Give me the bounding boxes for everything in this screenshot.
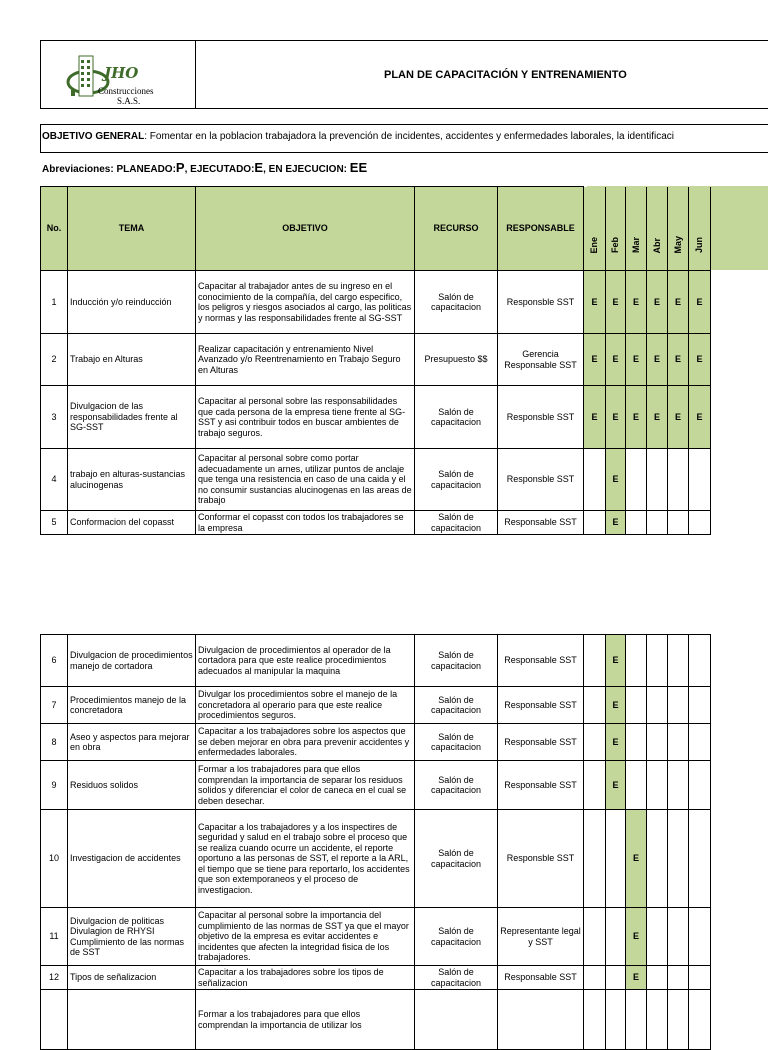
schedule-cell bbox=[689, 990, 711, 1050]
schedule-cell bbox=[584, 511, 606, 535]
row-tema: Divulgacion de politicas Divulagion de RHYSI Cumplimiento de las normas de SST bbox=[68, 908, 196, 966]
row-tema: Inducción y/o reinducción bbox=[68, 271, 196, 334]
schedule-cell: E bbox=[689, 386, 711, 449]
schedule-cell: E bbox=[606, 386, 626, 449]
row-responsable: Gerencia Responsable SST bbox=[498, 334, 584, 386]
row-number: 3 bbox=[41, 386, 68, 449]
table-row bbox=[41, 761, 711, 810]
schedule-cell bbox=[626, 990, 647, 1050]
schedule-cell bbox=[606, 810, 626, 908]
table-row bbox=[41, 966, 711, 990]
abbrev-e: E bbox=[254, 160, 264, 175]
row-recurso bbox=[415, 990, 498, 1050]
row-responsable: Responsable SST bbox=[498, 511, 584, 535]
row-number bbox=[41, 990, 68, 1050]
row-tema: Conformacion del copasst bbox=[68, 511, 196, 535]
row-tema: Divulgacion de procedimientos manejo de cortadora bbox=[68, 635, 196, 687]
month-label: Ene bbox=[589, 236, 600, 254]
schedule-cell bbox=[689, 635, 711, 687]
month-jun-header bbox=[689, 187, 711, 271]
schedule-cell: E bbox=[584, 386, 606, 449]
row-number: 5 bbox=[41, 511, 68, 535]
row-responsable: Responsable SST bbox=[498, 687, 584, 724]
schedule-cell bbox=[626, 687, 647, 724]
row-objetivo: Capacitar al trabajador antes de su ingreso en el conocimiento de la compañía, del cargo especifico, los peligros y riesgos asociados al cargo, las politicas y normas y las responsabilidades frente al SG-SST bbox=[196, 271, 415, 334]
row-recurso: Salón de capacitacion bbox=[415, 449, 498, 511]
row-responsable: Responsable SST bbox=[498, 724, 584, 761]
schedule-cell bbox=[626, 511, 647, 535]
table-row bbox=[41, 810, 711, 908]
row-tema: Investigacion de accidentes bbox=[68, 810, 196, 908]
row-number: 11 bbox=[41, 908, 68, 966]
schedule-cell bbox=[647, 635, 668, 687]
schedule-cell: E bbox=[606, 449, 626, 511]
schedule-cell: E bbox=[606, 635, 626, 687]
abbreviations-line bbox=[42, 160, 367, 175]
row-number: 7 bbox=[41, 687, 68, 724]
table-row bbox=[41, 635, 711, 687]
schedule-cell bbox=[689, 449, 711, 511]
row-responsable bbox=[498, 990, 584, 1050]
logo-text-jho: JHO bbox=[104, 64, 139, 82]
schedule-cell: E bbox=[606, 334, 626, 386]
schedule-cell bbox=[647, 810, 668, 908]
schedule-cell bbox=[647, 724, 668, 761]
objective-body: : Fomentar en la poblacion trabajadora la prevención de incidentes, accidentes y enfermedades laborales, la identificaci bbox=[144, 131, 675, 142]
row-objetivo: Formar a los trabajadores para que ellos comprendan la importancia de separar los residuos solidos y diferenciar el color de caneca en el cual se deben desechar. bbox=[196, 761, 415, 810]
objective-label: OBJETIVO GENERAL bbox=[42, 131, 145, 142]
table-row bbox=[41, 386, 711, 449]
schedule-cell: E bbox=[606, 511, 626, 535]
row-recurso: Salón de capacitacion bbox=[415, 908, 498, 966]
row-recurso: Salón de capacitacion bbox=[415, 271, 498, 334]
row-objetivo: Formar a los trabajadores para que ellos comprendan la importancia de utilizar los bbox=[196, 990, 415, 1050]
row-number: 8 bbox=[41, 724, 68, 761]
row-tema: Trabajo en Alturas bbox=[68, 334, 196, 386]
schedule-cell: E bbox=[668, 386, 689, 449]
schedule-cell bbox=[689, 908, 711, 966]
row-recurso: Salón de capacitacion bbox=[415, 511, 498, 535]
row-number: 1 bbox=[41, 271, 68, 334]
schedule-cell bbox=[668, 724, 689, 761]
schedule-cell: E bbox=[584, 334, 606, 386]
schedule-cell bbox=[584, 449, 606, 511]
schedule-cell bbox=[647, 449, 668, 511]
schedule-cell: E bbox=[668, 334, 689, 386]
row-number: 4 bbox=[41, 449, 68, 511]
row-recurso: Salón de capacitacion bbox=[415, 635, 498, 687]
col-recurso-header: RECURSO bbox=[415, 187, 498, 271]
schedule-cell: E bbox=[689, 271, 711, 334]
schedule-cell bbox=[668, 687, 689, 724]
row-tema: Aseo y aspectos para mejorar en obra bbox=[68, 724, 196, 761]
schedule-cell: E bbox=[668, 271, 689, 334]
row-objetivo: Divulgacion de procedimientos al operador de la cortadora para que este realice procedimientos adecuados al manipular la maquina bbox=[196, 635, 415, 687]
month-mar-header bbox=[626, 187, 647, 271]
schedule-cell bbox=[584, 724, 606, 761]
row-number: 6 bbox=[41, 635, 68, 687]
row-responsable: Responsble SST bbox=[498, 449, 584, 511]
table-row bbox=[41, 990, 711, 1050]
schedule-cell bbox=[626, 724, 647, 761]
schedule-cell: E bbox=[606, 271, 626, 334]
schedule-cell bbox=[668, 966, 689, 990]
row-objetivo: Capacitar al personal sobre las responsabilidades que cada persona de la empresa tiene frente al SG-SST y asi contribuir todos en buscar ambientes de trabajo seguros. bbox=[196, 386, 415, 449]
table-row bbox=[41, 687, 711, 724]
schedule-cell: E bbox=[689, 334, 711, 386]
col-responsable-header: RESPONSABLE bbox=[498, 187, 584, 271]
row-tema: Tipos de señalizacion bbox=[68, 966, 196, 990]
schedule-cell: E bbox=[626, 810, 647, 908]
schedule-cell bbox=[606, 966, 626, 990]
schedule-cell: E bbox=[606, 761, 626, 810]
abbrev-mid2: , EN EJECUCION: bbox=[263, 164, 350, 175]
schedule-cell bbox=[647, 761, 668, 810]
abbrev-mid1: , EJECUTADO: bbox=[184, 164, 255, 175]
col-no-header: No. bbox=[41, 187, 68, 271]
row-responsable: Responsable SST bbox=[498, 966, 584, 990]
schedule-cell bbox=[647, 966, 668, 990]
schedule-cell bbox=[584, 687, 606, 724]
schedule-cell bbox=[668, 511, 689, 535]
table-row bbox=[41, 449, 711, 511]
row-recurso: Salón de capacitacion bbox=[415, 724, 498, 761]
schedule-cell bbox=[606, 908, 626, 966]
col-objetivo-header: OBJETIVO bbox=[196, 187, 415, 271]
month-label: Mar bbox=[630, 237, 641, 254]
row-objetivo: Realizar capacitación y entrenamiento Nivel Avanzado y/o Reentrenamiento en Trabajo Seguro en Alturas bbox=[196, 334, 415, 386]
month-feb-header bbox=[606, 187, 626, 271]
row-recurso: Salón de capacitacion bbox=[415, 810, 498, 908]
schedule-cell: E bbox=[606, 724, 626, 761]
table-row bbox=[41, 271, 711, 334]
schedule-cell bbox=[606, 990, 626, 1050]
schedule-cell: E bbox=[647, 386, 668, 449]
row-recurso: Salón de capacitacion bbox=[415, 761, 498, 810]
row-objetivo: Divulgar los procedimientos sobre el manejo de la concretadora al operario para que este realice procedimientos seguros. bbox=[196, 687, 415, 724]
row-responsable: Responsble SST bbox=[498, 271, 584, 334]
schedule-cell bbox=[647, 687, 668, 724]
row-recurso: Salón de capacitacion bbox=[415, 386, 498, 449]
schedule-cell: E bbox=[626, 908, 647, 966]
schedule-cell bbox=[647, 990, 668, 1050]
schedule-cell bbox=[668, 990, 689, 1050]
schedule-cell bbox=[584, 810, 606, 908]
schedule-cell bbox=[584, 761, 606, 810]
table-row bbox=[41, 908, 711, 966]
schedule-cell bbox=[584, 990, 606, 1050]
schedule-cell bbox=[668, 635, 689, 687]
schedule-cell bbox=[626, 761, 647, 810]
schedule-cell bbox=[668, 908, 689, 966]
row-tema bbox=[68, 990, 196, 1050]
row-responsable: Representante legal y SST bbox=[498, 908, 584, 966]
schedule-cell bbox=[647, 908, 668, 966]
schedule-cell bbox=[584, 966, 606, 990]
logo-text-construcciones: Construcciones bbox=[98, 86, 154, 96]
abbrev-lead: Abreviaciones: PLANEADO: bbox=[42, 164, 176, 175]
month-may-header bbox=[668, 187, 689, 271]
schedule-cell bbox=[689, 761, 711, 810]
schedule-cell bbox=[668, 449, 689, 511]
table-row bbox=[41, 511, 711, 535]
row-number: 10 bbox=[41, 810, 68, 908]
table-body-page2 bbox=[41, 635, 711, 1050]
row-recurso: Salón de capacitacion bbox=[415, 687, 498, 724]
schedule-cell: E bbox=[606, 687, 626, 724]
schedule-cell bbox=[647, 511, 668, 535]
schedule-cell bbox=[668, 810, 689, 908]
schedule-cell: E bbox=[626, 386, 647, 449]
month-abr-header bbox=[647, 187, 668, 271]
row-number: 2 bbox=[41, 334, 68, 386]
table-row bbox=[41, 334, 711, 386]
objective-text bbox=[42, 131, 768, 142]
col-tema-header: TEMA bbox=[68, 187, 196, 271]
row-responsable: Responsble SST bbox=[498, 810, 584, 908]
abbrev-ee: EE bbox=[349, 160, 368, 175]
row-recurso: Presupuesto $$ bbox=[415, 334, 498, 386]
schedule-cell bbox=[584, 908, 606, 966]
row-objetivo: Capacitar a los trabajadores y a los inspectires de seguridad y salud en el trabajo sobre el proceso que se realiza cuando ocurre un accidente, el reporte oportuno a las personas de SST, el reporte a la ARL, el tiempo que se tiene para reportarlo, los accidentes que son extemporaneos y el proceso de investigacion. bbox=[196, 810, 415, 908]
row-tema: Procedimientos manejo de la concretadora bbox=[68, 687, 196, 724]
schedule-cell: E bbox=[584, 271, 606, 334]
training-table-page2 bbox=[40, 634, 711, 1050]
row-responsable: Responsable SST bbox=[498, 761, 584, 810]
row-objetivo: Capacitar a los trabajadores sobre los tipos de señalizacion bbox=[196, 966, 415, 990]
table-row bbox=[41, 724, 711, 761]
row-tema: Residuos solidos bbox=[68, 761, 196, 810]
header-divider bbox=[195, 40, 196, 109]
row-responsable: Responsable SST bbox=[498, 635, 584, 687]
schedule-cell: E bbox=[626, 334, 647, 386]
row-number: 9 bbox=[41, 761, 68, 810]
month-label: May bbox=[672, 235, 683, 254]
abbrev-p: P bbox=[175, 160, 185, 175]
month-label: Jun bbox=[694, 237, 705, 254]
row-tema: Divulgacion de las responsabilidades frente al SG-SST bbox=[68, 386, 196, 449]
schedule-cell bbox=[689, 687, 711, 724]
schedule-cell bbox=[689, 724, 711, 761]
row-tema: trabajo en alturas-sustancias alucinogenas bbox=[68, 449, 196, 511]
row-objetivo: Capacitar a los trabajadores sobre los aspectos que se deben mejorar en obra para prevenir accidentes y enfermedades laborales. bbox=[196, 724, 415, 761]
page-title: PLAN DE CAPACITACIÓN Y ENTRENAMIENTO bbox=[384, 69, 627, 81]
row-objetivo: Capacitar al personal sobre la importancia del cumplimiento de las normas de SST ya que el mayor objetivo de la empresa es evitar accidentes e incidentes que afecten la integridad fisica de los trabajadores. bbox=[196, 908, 415, 966]
schedule-cell bbox=[584, 635, 606, 687]
row-objetivo: Conformar el copasst con todos los trabajadores se la empresa bbox=[196, 511, 415, 535]
row-responsable: Responsble SST bbox=[498, 386, 584, 449]
row-recurso: Salón de capacitacion bbox=[415, 966, 498, 990]
table-body-page1 bbox=[41, 271, 711, 535]
schedule-cell bbox=[689, 810, 711, 908]
row-number: 12 bbox=[41, 966, 68, 990]
row-objetivo: Capacitar al personal sobre como portar adecuadamente un arnes, utilizar puntos de anclaje que tenga una resistencia en caso de una caida y el no consumir sustancias alucinogenas en las areas de trabajo bbox=[196, 449, 415, 511]
logo-text-sas: S.A.S. bbox=[117, 96, 141, 106]
schedule-cell bbox=[668, 761, 689, 810]
training-table-page1 bbox=[40, 186, 711, 535]
schedule-cell: E bbox=[626, 966, 647, 990]
schedule-cell bbox=[626, 449, 647, 511]
month-label: Abr bbox=[651, 238, 662, 254]
schedule-cell bbox=[689, 511, 711, 535]
month-label: Feb bbox=[610, 237, 621, 254]
schedule-cell bbox=[689, 966, 711, 990]
month-ene-header bbox=[584, 187, 606, 271]
schedule-cell: E bbox=[647, 334, 668, 386]
schedule-cell bbox=[626, 635, 647, 687]
schedule-cell: E bbox=[626, 271, 647, 334]
schedule-cell: E bbox=[647, 271, 668, 334]
